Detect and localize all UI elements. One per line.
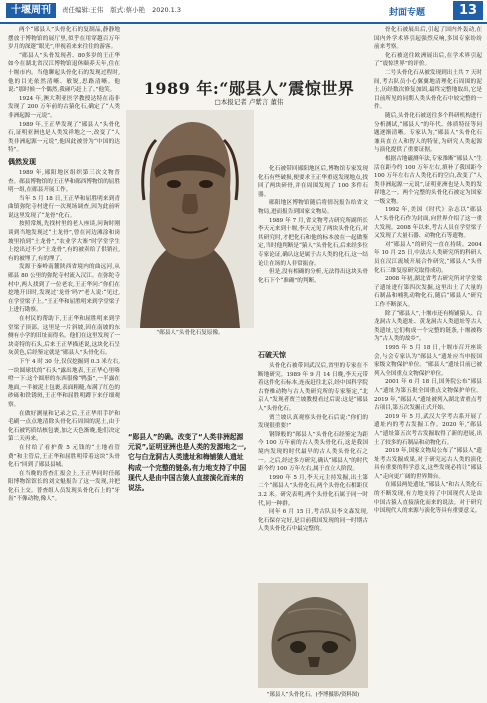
page-header	[0, 0, 487, 24]
paragraph: 两个“郧县人”头骨化石的复制品,静静地摆放于博物馆的展厅里,似乎在用穿越百万年岁月的深邃“眼光”,审视着来来往往的游客。	[8, 27, 120, 51]
newspaper-brand: 十堰周刊	[6, 3, 56, 18]
paragraph: 对“郧县人”的研究一直在持续。2004 年 10 月 25 日,中法古人类研究所的科研人员在汉江流域开展合作研究,“郧县人”头骨化石三维复原研究取得成功。	[374, 241, 482, 274]
paragraph: 当年 5 月 18 日,王正华和屈胜明来到青曲镇弥陀寺村进行一次现场调查,因为此前听说这里发现了“龙骨”化石。	[8, 195, 120, 219]
paragraph: 化石被送往欧洲展出后,在学术界引起了“震惊世界”的评价。	[374, 52, 482, 68]
subheading: 石破天惊	[258, 351, 286, 359]
pull-quote: “郧县人”的确。改变了“人类非洲起源 元说”,证明亚洲也是人类的发源地之一,它与白龙洞古人类遗址和梅铺猿人遗址构成一个完整的链条,有力地支持了中国现代人是由中国古猿人直接演化而来的说法。	[128, 433, 247, 493]
paragraph: 在郧县两处遗址,“郧县人”和古人类化石的不断发现,有力地支持了中国现代人是由中国古猿人直接演化而来的说法。对于研究中国现代人的来源与演化等具有重要意义。	[374, 482, 482, 515]
issue-date: 2020.1.3	[152, 6, 182, 14]
column-middle-bottom	[258, 348, 368, 583]
section-title: 封面专题	[389, 8, 426, 18]
paragraph: 除了“郧县人”,十堰市还有梅铺猿人、白龙洞古人类遗址、黄龙洞古人类遗址等古人类遗址,它们构成一个完整的链条,十堰被称为“古人类的故乡”。	[374, 310, 482, 343]
paragraph: 二号头骨化石从被发现到出土共 7 天时间,考古队员小心翼翼地清理化石周围的泥土,历经数次修复加固,最终完整地取出,它是目前所见的同期人类头骨化石中较完整的一件。	[374, 69, 482, 111]
paragraph: 头骨化石被带回武汉后,省里的专家在不断地研究。1989 年 9 月 14 日晚,李天元带着这件化石标本,连夜赶往北京,经中国科学院古脊椎动物与古人类研究所的专家鉴定,“北京人”发现者贾兰坡教授看过后说:这是“郧县人”头骨化石。	[258, 363, 368, 412]
page-meta	[62, 5, 186, 14]
paragraph: 钢锋般的“郧县人”头骨化石经鉴定为距今 100 万年前的古人类头骨化石,这是我国境内发现的时代最早的古人类头骨化石之一。之后,经过多方研究,确认“郧县人”的时代距今约 100 万年左右,属于直立人阶段。	[258, 431, 368, 473]
photo-caption-fossil: “郧县人”头骨化石。(李博摄影/资料图)	[266, 692, 360, 698]
paragraph: 郧阳地区博物馆随后将情况报告给省文物局,进而报告到国家文物局。	[258, 200, 368, 215]
page-number: 13	[453, 1, 483, 20]
paragraph: 在做好测量和记录之后,王正华用手铲和毛刷一点点地清除头骨化石周围的泥土,由于化石被钙质结核包裹,加之天色渐晚,他们决定第二天再来。	[8, 410, 120, 443]
paragraph: 1995 年 5 月 18 日,十堰市召开座谈会,与会专家认为“郧县人”遗址应当申报国家级文物保护单位。“郧县人”遗址目前已被列入全国重点文物保护单位。	[374, 344, 482, 377]
paragraph: 1924 年,澳大利亚医学教授达特在南非发现了 200 万年前的古猿化石,确定了“人类非洲起源一元说”。	[8, 95, 120, 119]
paragraph: 下午 4 时 30 分,仅仅挖掘到 0.3 米左右,一块圆球状的“石头”露出地表,王正华心里咯噔一下:这个圆形的东西很像“鸭蛋”,一半露在地面,一半被泥土包裹,表面粗糙,布满了红色的砂砾和铁锈斑,王正华和屈胜明蹲下来仔细观察。	[8, 358, 120, 408]
paragraph: 在付给了看护费 5 元钱的“土地看管费”和主管后,王正华和屈胜明带着这块“头骨化石”回到了郧县县城。	[8, 444, 120, 469]
paragraph: “郧县人”头骨发现者、80多岁的王正华如今在湖北省汉江博物馆退休颐养天年,住在十堰市内。当他聊起头骨化石的发现过程时,他的目光依然清晰、敏锐,思路清晰。他说:“那时候一个偶然,我碰巧赶上了。”他笑。	[8, 52, 120, 94]
paragraph: 1992 年,美国《时代》杂志以“郧县人”头骨化石作为封面,向世界介绍了这一重大发现。2008 年以来,考古人员在学堂梁子又发现了大量石器、动物化石等遗物。	[374, 207, 482, 240]
article-byline: □本报记者 卢紫言 董伟	[214, 98, 284, 106]
column-left	[8, 26, 120, 698]
paragraph: 根据古地磁测年法,专家推断“郧县人”生活在距今约 100 万年左右,填补了我国距今 100 万年左右古人类化石的空白,改变了“人类非洲起源一元说”,证明亚洲也是人类的发祥地之一。两个完整的头骨化石被定为国家一级文物。	[374, 155, 482, 205]
paragraph: 在当晚的普查汇报会上,王正华同时任郧阳博物馆馆长的刘文魁报告了这一发现,并把化石上交。普查组人员发现头骨化石上的“牙齿”不像动物,像人”。	[8, 470, 120, 503]
paragraph: 随后,头骨化石被送往多个科研机构进行分析测试,“郧县人”的年代、体质特征等问题逐渐清晰。专家认为,“郧县人”头骨化石兼具直立人和智人的特征,为研究人类起源与演化提供了重要证据。	[374, 112, 482, 154]
paragraph: 2001 年 6 月 18 日,国务院公布“郧县人”遗址为第五批全国重点文物保护单位。2019 年,“郧县人”遗址被列入湖北省重点考古项目,第五次发掘正式开始。	[374, 379, 482, 412]
subheading: 偶然发现	[8, 157, 36, 166]
paragraph: 贾兰坡认真观察头骨化石后说:“你们的发现很重要!”	[258, 414, 368, 430]
paragraph: 发源于秦岭南麓陕西省境内的曲远河,从郧县 80 公里的弥陀寺村流入汉江。在弥陀寺村中,两人找到了一位老农,王正华问:“你们在挖地开田时,发现过‘龙骨’吗?”老人说:“见过,在学堂梁子上。”王正华和屈胜明来到学堂梁子上进行勘察。	[8, 264, 120, 314]
skull-reconstruction-photo	[126, 110, 254, 328]
paragraph: 1989 年,王正华发现了“郧县人”头骨化石,证明亚洲也是人类发祥地之一,改变了“人类非洲起源一元说”,他因此被誉为“中国的达特”。	[8, 121, 120, 154]
paragraph: 1990 年 5 月,李天元主持发掘,出土第二个“郧县人”头骨化石,两个头骨化石相距仅 3.2 米。研究表明,两个头骨化石属于同一时代,同一种群。	[258, 474, 368, 507]
skull-fossil-photo	[258, 583, 368, 688]
paragraph: 同年 6 月 15 日,考古队员李文森发现,化石保存完好,是目前我国发现的同一时期古人类头骨化石中最完整的。	[258, 509, 368, 533]
paragraph: 化石被带回郧阳地区后,博物馆专家发现化石有些破损,便要求王正华重返发现地点,找回了两块碎骨,并在周围发现了 100 多件石器。	[258, 166, 368, 198]
paragraph: 在村民的帮助下,王正华和屈胜明来到学堂梁子顶部。这里是一片斜坡,因在南坡的东侧有小学的旧址而得名。他们在这里发现了一块奇特的石头,后来王正华描述说,这块化石呈灰黄色,后经鉴定就是“郧县人”头骨化石。	[8, 316, 120, 357]
article-title: 1989 年:“郧县人”震惊世界	[143, 79, 355, 98]
proof-credit: 版式:蔡小艳	[110, 6, 145, 14]
editor-credit: 责任编辑:王伟	[62, 6, 104, 14]
column-right	[374, 26, 482, 698]
paragraph: 骨化石被展出后,引起了国内外轰动,在国内外学术界引起强烈反响,多国专家纷纷前来考察。	[374, 27, 482, 51]
paragraph: 1989 年 7 月,省文物考古研究所副所长李天元来到十堰,李天元见了两块头骨化石,对其研究时,才把化石和他的标本放在一起做鉴定,当时他判断是“猿人”头骨化石,后来经多位专家论证,确认这是属于古人类的化石,这一结论让在场的人非常振奋。	[258, 217, 368, 267]
paragraph: 但是,没有相确的分析,无法得出这块头骨化石下个“准确”的判断。	[258, 269, 368, 284]
paragraph: 2019 年,国家文物局公布了“郧县人”遗址考古发掘成果,对于研究远古人类的演化具有重要的科学意义,这些发现必将让“郧县人”走向更广阔的世界舞台。	[374, 448, 482, 480]
paragraph: 2008 年初,湖北省考古研究所对学堂梁子遗址进行第四次发掘,这里出土了大量的石制品和哺乳动物化石,随后“郧县人”研究工作不断深入。	[374, 276, 482, 308]
column-middle-top	[258, 165, 368, 345]
paragraph: 2019 年 5 月,武汉大学考古系开展了遗址内的考古发掘工作。2020 年,“郧县人”遗址第五次考古发掘取得了新的进展,出土了较多的石制品和动物化石。	[374, 413, 482, 446]
paragraph: 1989 年,郧阳地区组织第三次文物普查。郧县博物馆的王正华和郧西博物馆的屈胜明一组,在郧县开展工作。	[8, 169, 120, 194]
photo-caption-reconstruction: “郧县人”头骨化石复原像。	[156, 330, 224, 336]
paragraph: 按照常规,先找村里的老人座谈,问询时刚谈到当地发现过“土龙骨”,曾在河边滩涂和岗坡里拾到“土龙骨”,“农业学大寨”时学堂学生上挖出过不少“土龙骨”,有的被卖给了供销社,有的被埋了,有的埋了。	[8, 221, 120, 262]
